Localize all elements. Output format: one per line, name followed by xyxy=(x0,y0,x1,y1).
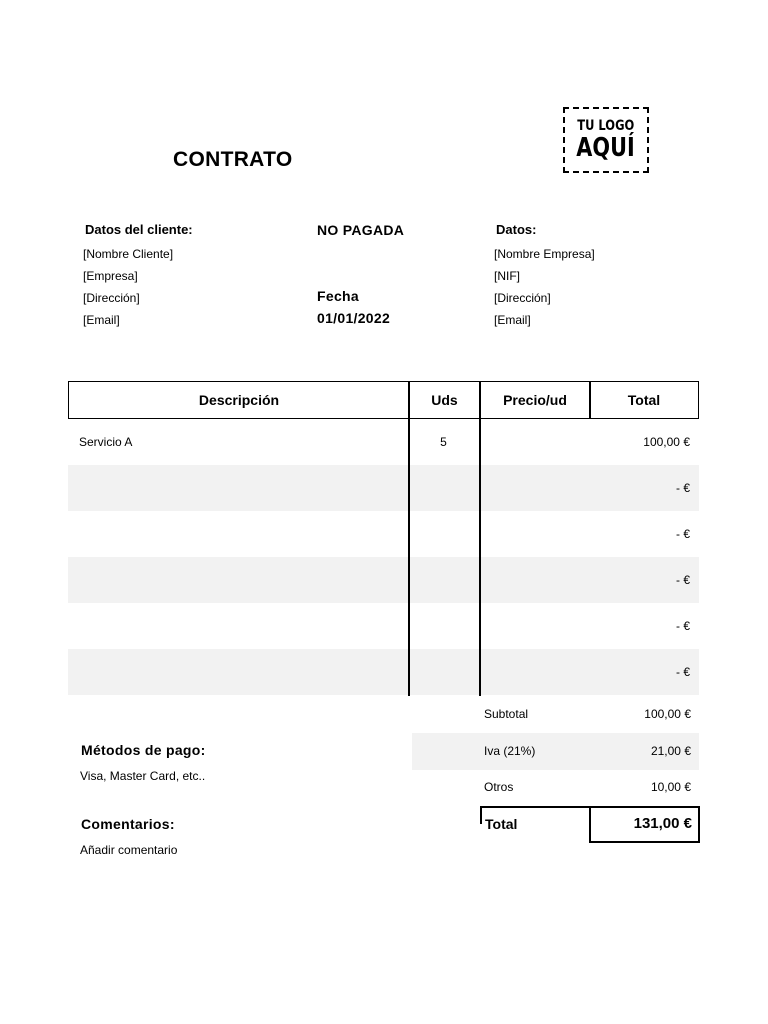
company-name: [Nombre Empresa] xyxy=(494,247,595,261)
table-row xyxy=(68,603,699,649)
company-heading: Datos: xyxy=(496,222,537,237)
row-total: - € xyxy=(675,481,690,495)
company-address: [Dirección] xyxy=(494,291,551,305)
row-units xyxy=(408,649,479,695)
row-total: - € xyxy=(675,573,690,587)
total-right-border xyxy=(698,806,700,843)
client-heading: Datos del cliente: xyxy=(85,222,193,237)
column-divider xyxy=(408,381,410,696)
client-name: [Nombre Cliente] xyxy=(83,247,174,261)
header-total: Total xyxy=(627,392,661,408)
otros-row xyxy=(412,769,699,806)
subtotal-row xyxy=(412,696,699,733)
row-units xyxy=(408,603,479,649)
row-units xyxy=(408,465,479,511)
row-total: 100,00 € xyxy=(643,435,690,449)
row-units: 5 xyxy=(440,435,447,449)
client-company: [Empresa] xyxy=(83,269,138,283)
header-description: Descripción xyxy=(198,392,280,408)
client-email: [Email] xyxy=(83,313,120,327)
document-title: CONTRATO xyxy=(173,148,293,171)
iva-row xyxy=(412,733,699,770)
logo-placeholder xyxy=(563,107,649,173)
row-total: - € xyxy=(675,619,690,633)
comments-heading: Comentarios: xyxy=(81,816,175,832)
otros-value: 10,00 € xyxy=(650,780,691,794)
row-total: - € xyxy=(675,665,690,679)
total-bottom-border xyxy=(589,841,700,843)
table-header xyxy=(68,381,699,419)
date-value: 01/01/2022 xyxy=(317,310,391,326)
subtotal-value: 100,00 € xyxy=(644,707,691,721)
payment-text: Visa, Master Card, etc.. xyxy=(80,769,206,783)
row-units xyxy=(408,511,479,557)
iva-label: Iva (21%) xyxy=(484,744,536,758)
company-email: [Email] xyxy=(494,313,531,327)
iva-value: 21,00 € xyxy=(650,744,691,758)
total-divider xyxy=(589,806,591,842)
subtotal-label: Subtotal xyxy=(484,707,529,721)
logo-line-2: AQUÍ xyxy=(576,133,636,163)
table-row xyxy=(68,557,699,603)
total-label: Total xyxy=(485,816,518,832)
total-left-border xyxy=(480,806,482,824)
table-row xyxy=(68,511,699,557)
company-nif: [NIF] xyxy=(494,269,520,283)
row-total: - € xyxy=(675,527,690,541)
header-units: Uds xyxy=(431,392,458,408)
row-units xyxy=(408,557,479,603)
row-description: Servicio A xyxy=(79,435,133,449)
comments-text: Añadir comentario xyxy=(80,843,178,857)
column-divider xyxy=(479,381,481,696)
table-row xyxy=(68,419,699,465)
payment-status: NO PAGADA xyxy=(317,222,405,238)
date-label: Fecha xyxy=(317,288,359,304)
client-address: [Dirección] xyxy=(83,291,140,305)
payment-heading: Métodos de pago: xyxy=(81,742,206,758)
header-unit-price: Precio/ud xyxy=(503,392,567,408)
total-value: 131,00 € xyxy=(633,815,692,832)
table-row xyxy=(68,649,699,695)
table-row xyxy=(68,465,699,511)
column-divider xyxy=(589,381,591,419)
otros-label: Otros xyxy=(484,780,514,794)
logo-line-1: TU LOGO xyxy=(577,118,635,134)
